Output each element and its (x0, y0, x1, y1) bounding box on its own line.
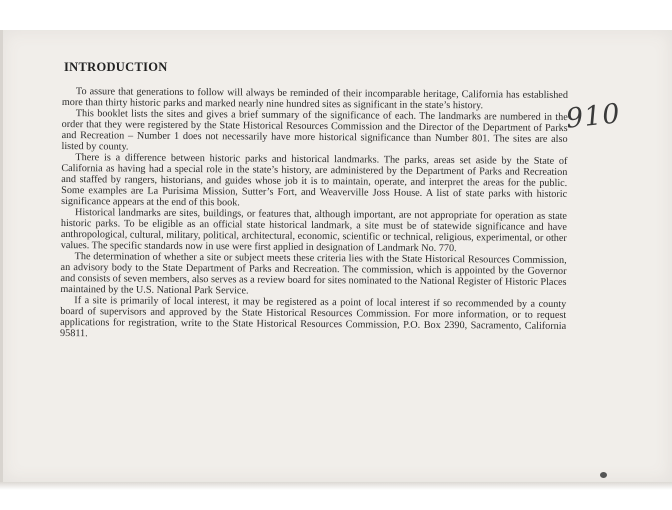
paragraph-heritage: To assure that generations to follow will always be reminded of their incomparable heritage, California has established more than thirty historic parks and marked nearly nine hundred sites as significant in the state’s history. (61, 86, 568, 112)
body-text (60, 86, 568, 343)
paragraph-booklet-purpose: This booklet lists the sites and gives a brief summary of the significance of each. The landmarks are numbered in the order that they were registered by the State Historical Resources Commission and the Director of the Department of Parks and Recreation – Number 1 does not necessarily have more historical significance than Number 801. The sites are also listed by county. (61, 108, 568, 153)
paragraph-local-interest: If a site is primarily of local interest, it may be registered as a point of local interest if so recommended by a county board of supervisors and approved by the State Historical Resources Commission. For more information, or to request applications for registration, write to the State Historical Resources Commission, P.O. Box 2390, Sacramento, California 95811. (60, 295, 567, 340)
page-left-edge (0, 30, 3, 482)
section-heading: INTRODUCTION (64, 60, 168, 74)
page-bottom-edge (0, 482, 672, 490)
paragraph-parks-vs-landmarks: There is a difference between historic parks and historical landmarks. The parks, areas set aside by the State of California as having had a special role in the state’s history, are administered by the Department of Parks and Recreation and staffed by rangers, historians, and guides whose job it is to maintain, operate, and interpret the areas for the public. Some examples are La Purisima Mission, Sutter’s Fort, and Weaverville Joss House. A list of state parks with historic significance appears at the end of this book. (61, 152, 568, 209)
handwritten-annotation: 910 (564, 98, 623, 135)
paragraph-landmark-criteria: Historical landmarks are sites, buildings, or features that, although important, are not appropriate for operation as state historic parks. To be eligible as an official state historical landmark, a site must be of statewide significance and have anthropological, cultural, military, political, architectural, economic, scientific or technical, religious, experimental, or other values. The specific standards now in use were first applied in designation of Landmark No. 770. (60, 207, 568, 255)
ink-fleck (600, 472, 607, 478)
paragraph-commission: The determination of whether a site or subject meets these criteria lies with the State Historical Resources Commission, an advisory body to the State Department of Parks and Recreation. The commission, which is appointed by the Governor and consists of seven members, also serves as a review board for sites nominated to the National Register of Historic Places maintained by the U.S. National Park Service. (60, 251, 567, 297)
